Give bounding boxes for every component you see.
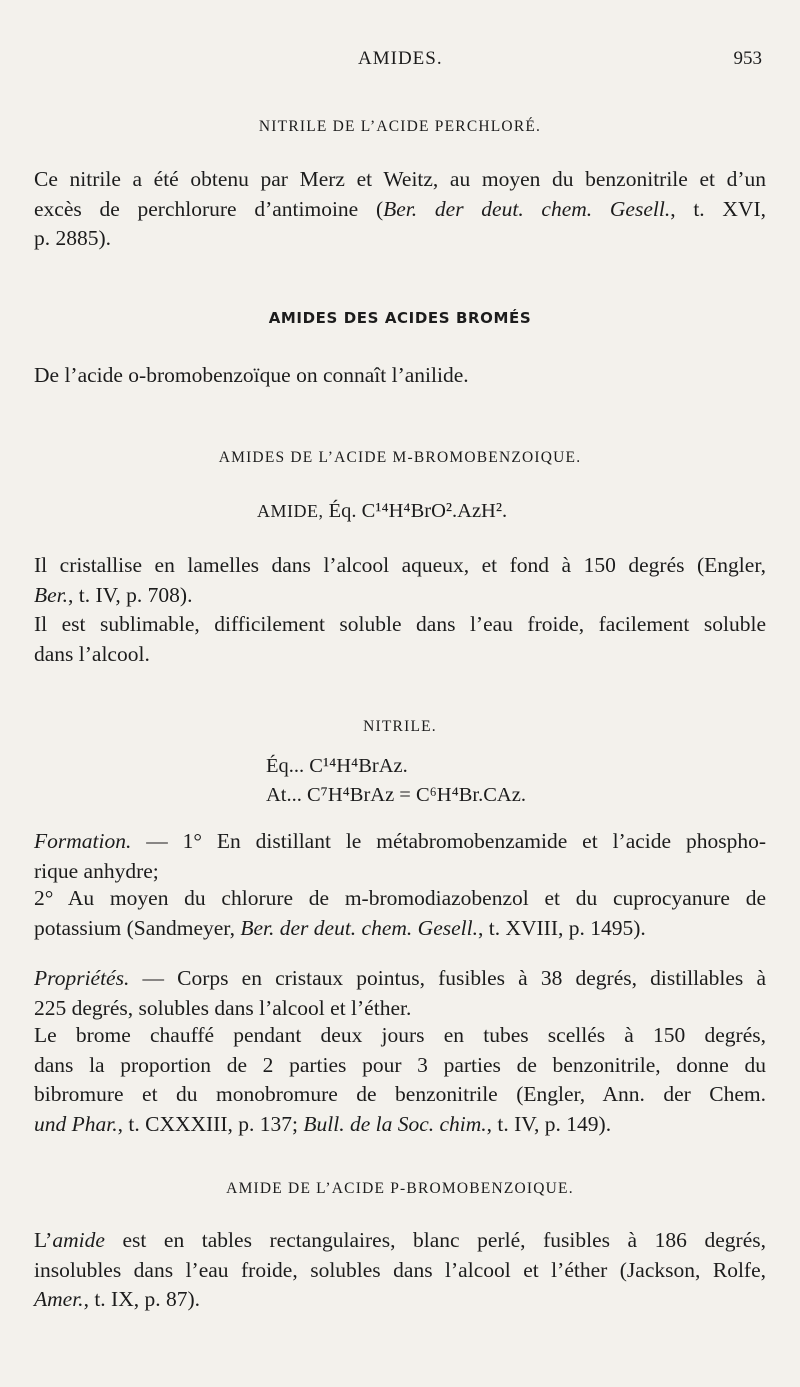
text-span: excès de perchlorure d’antimoine (: [34, 196, 384, 221]
paragraph-nitrile-perchlore: [34, 165, 766, 254]
text-line: dans la proportion de 2 parties pour 3 parties de benzonitrile, donne du: [34, 1052, 766, 1077]
amide-label: AMIDE,: [257, 501, 324, 521]
amide-equation: Éq. C¹⁴H⁴BrO².AzH².: [328, 500, 508, 522]
text-span: est en tables rectangulaires, blanc perlé, fusibles à 186 degrés,: [104, 1228, 766, 1252]
text-line: [34, 914, 766, 944]
text-line: Ce nitrile a été obtenu par Merz et Weitz, au moyen du benzonitrile et d’un: [34, 167, 766, 191]
paragraph-o-bromo: [34, 361, 766, 391]
paragraph-brome: [34, 1021, 766, 1139]
text-span: L’: [34, 1228, 53, 1252]
text-line: [34, 964, 766, 994]
text-line: [34, 1110, 766, 1140]
citation: Ber. der deut. chem. Gesell.: [383, 196, 671, 221]
text-line: insolubles dans l’eau froide, solubles dans l’alcool et l’éther (Jackson, Rolfe,: [34, 1257, 766, 1282]
text-line: Il cristallise en lamelles dans l’alcool aqueux, et fond à 150 degrés (Engler,: [34, 553, 766, 577]
section-heading-amides-bromes: AMIDES DES ACIDES BROMÉS: [268, 309, 532, 327]
text-line: 2° Au moyen du chlorure de m-bromodiazobenzol et du cuprocyanure de: [34, 886, 766, 910]
page-number: 953: [733, 48, 762, 69]
amide-formula: [257, 500, 507, 523]
citation: und Phar.: [34, 1111, 118, 1136]
section-heading-nitrile-perchlore: NITRILE DE L’ACIDE PERCHLORÉ.: [258, 118, 542, 135]
paragraph-proprietes: [34, 964, 766, 1023]
paragraph-m-bromo-1: [34, 551, 766, 610]
citation: Amer.: [34, 1287, 84, 1311]
paragraph-formation-2: [34, 884, 766, 943]
section-heading-m-bromo: AMIDES DE L’ACIDE M-BROMOBENZOIQUE.: [218, 449, 582, 466]
text-line: [34, 581, 766, 611]
text-line: bibromure et du monobromure de benzonitrile (Engler, Ann. der Chem.: [34, 1082, 766, 1106]
paragraph-m-bromo-2: [34, 610, 766, 669]
running-head: [0, 48, 800, 72]
text-line: [34, 1226, 766, 1256]
text-line: Le brome chauffé pendant deux jours en tubes scellés à 150 degrés,: [34, 1023, 766, 1047]
paragraph-p-bromo: [34, 1226, 766, 1315]
text-line: dans l’alcool.: [34, 641, 150, 666]
term-amide: amide: [52, 1228, 105, 1252]
text-span: — Corps en cristaux pointus, fusibles à 38 degrés, distillables à: [129, 966, 766, 990]
nitrile-formula-at: At... C⁷H⁴BrAz = C⁶H⁴Br.CAz.: [266, 784, 526, 806]
label-proprietes: Propriétés.: [34, 966, 130, 990]
text-span: potassium (Sandmeyer,: [34, 915, 241, 940]
text-line: p. 2885).: [34, 226, 112, 250]
citation: Ber. der deut. chem. Gesell.: [240, 915, 478, 940]
text-line: [34, 827, 766, 857]
nitrile-formula-eq: Éq... C¹⁴H⁴BrAz.: [266, 755, 408, 777]
text-line: rique anhydre;: [34, 858, 159, 883]
text-span: , t. IX, p. 87).: [83, 1287, 201, 1311]
text-line: 225 degrés, solubles dans l’alcool et l’éther.: [34, 995, 412, 1020]
subheading-nitrile: NITRILE.: [363, 718, 437, 735]
section-heading-p-bromo: AMIDE DE L’ACIDE P-BROMOBENZOIQUE.: [226, 1180, 574, 1197]
paragraph-formation-1: [34, 827, 766, 886]
text-line: Il est sublimable, difficilement soluble dans l’eau froide, facilement soluble: [34, 612, 766, 636]
running-title: AMIDES.: [358, 48, 443, 69]
label-formation: Formation.: [34, 829, 132, 853]
text-span: — 1° En distillant le métabromobenzamide et l’acide phospho-: [131, 829, 766, 853]
text-span: , t. XVI,: [670, 196, 767, 221]
text-span: , t. CXXXIII, p. 137;: [117, 1111, 304, 1136]
citation: Ber.: [34, 582, 69, 607]
text-line: De l’acide o-bromobenzoïque on connaît l’anilide.: [34, 363, 469, 387]
text-line: [34, 195, 766, 225]
text-line: [34, 1285, 766, 1315]
text-span: , t. IV, p. 708).: [68, 582, 193, 607]
text-span: , t. XVIII, p. 1495).: [477, 915, 646, 940]
citation: Bull. de la Soc. chim.: [303, 1111, 487, 1136]
text-span: , t. IV, p. 149).: [486, 1111, 612, 1136]
